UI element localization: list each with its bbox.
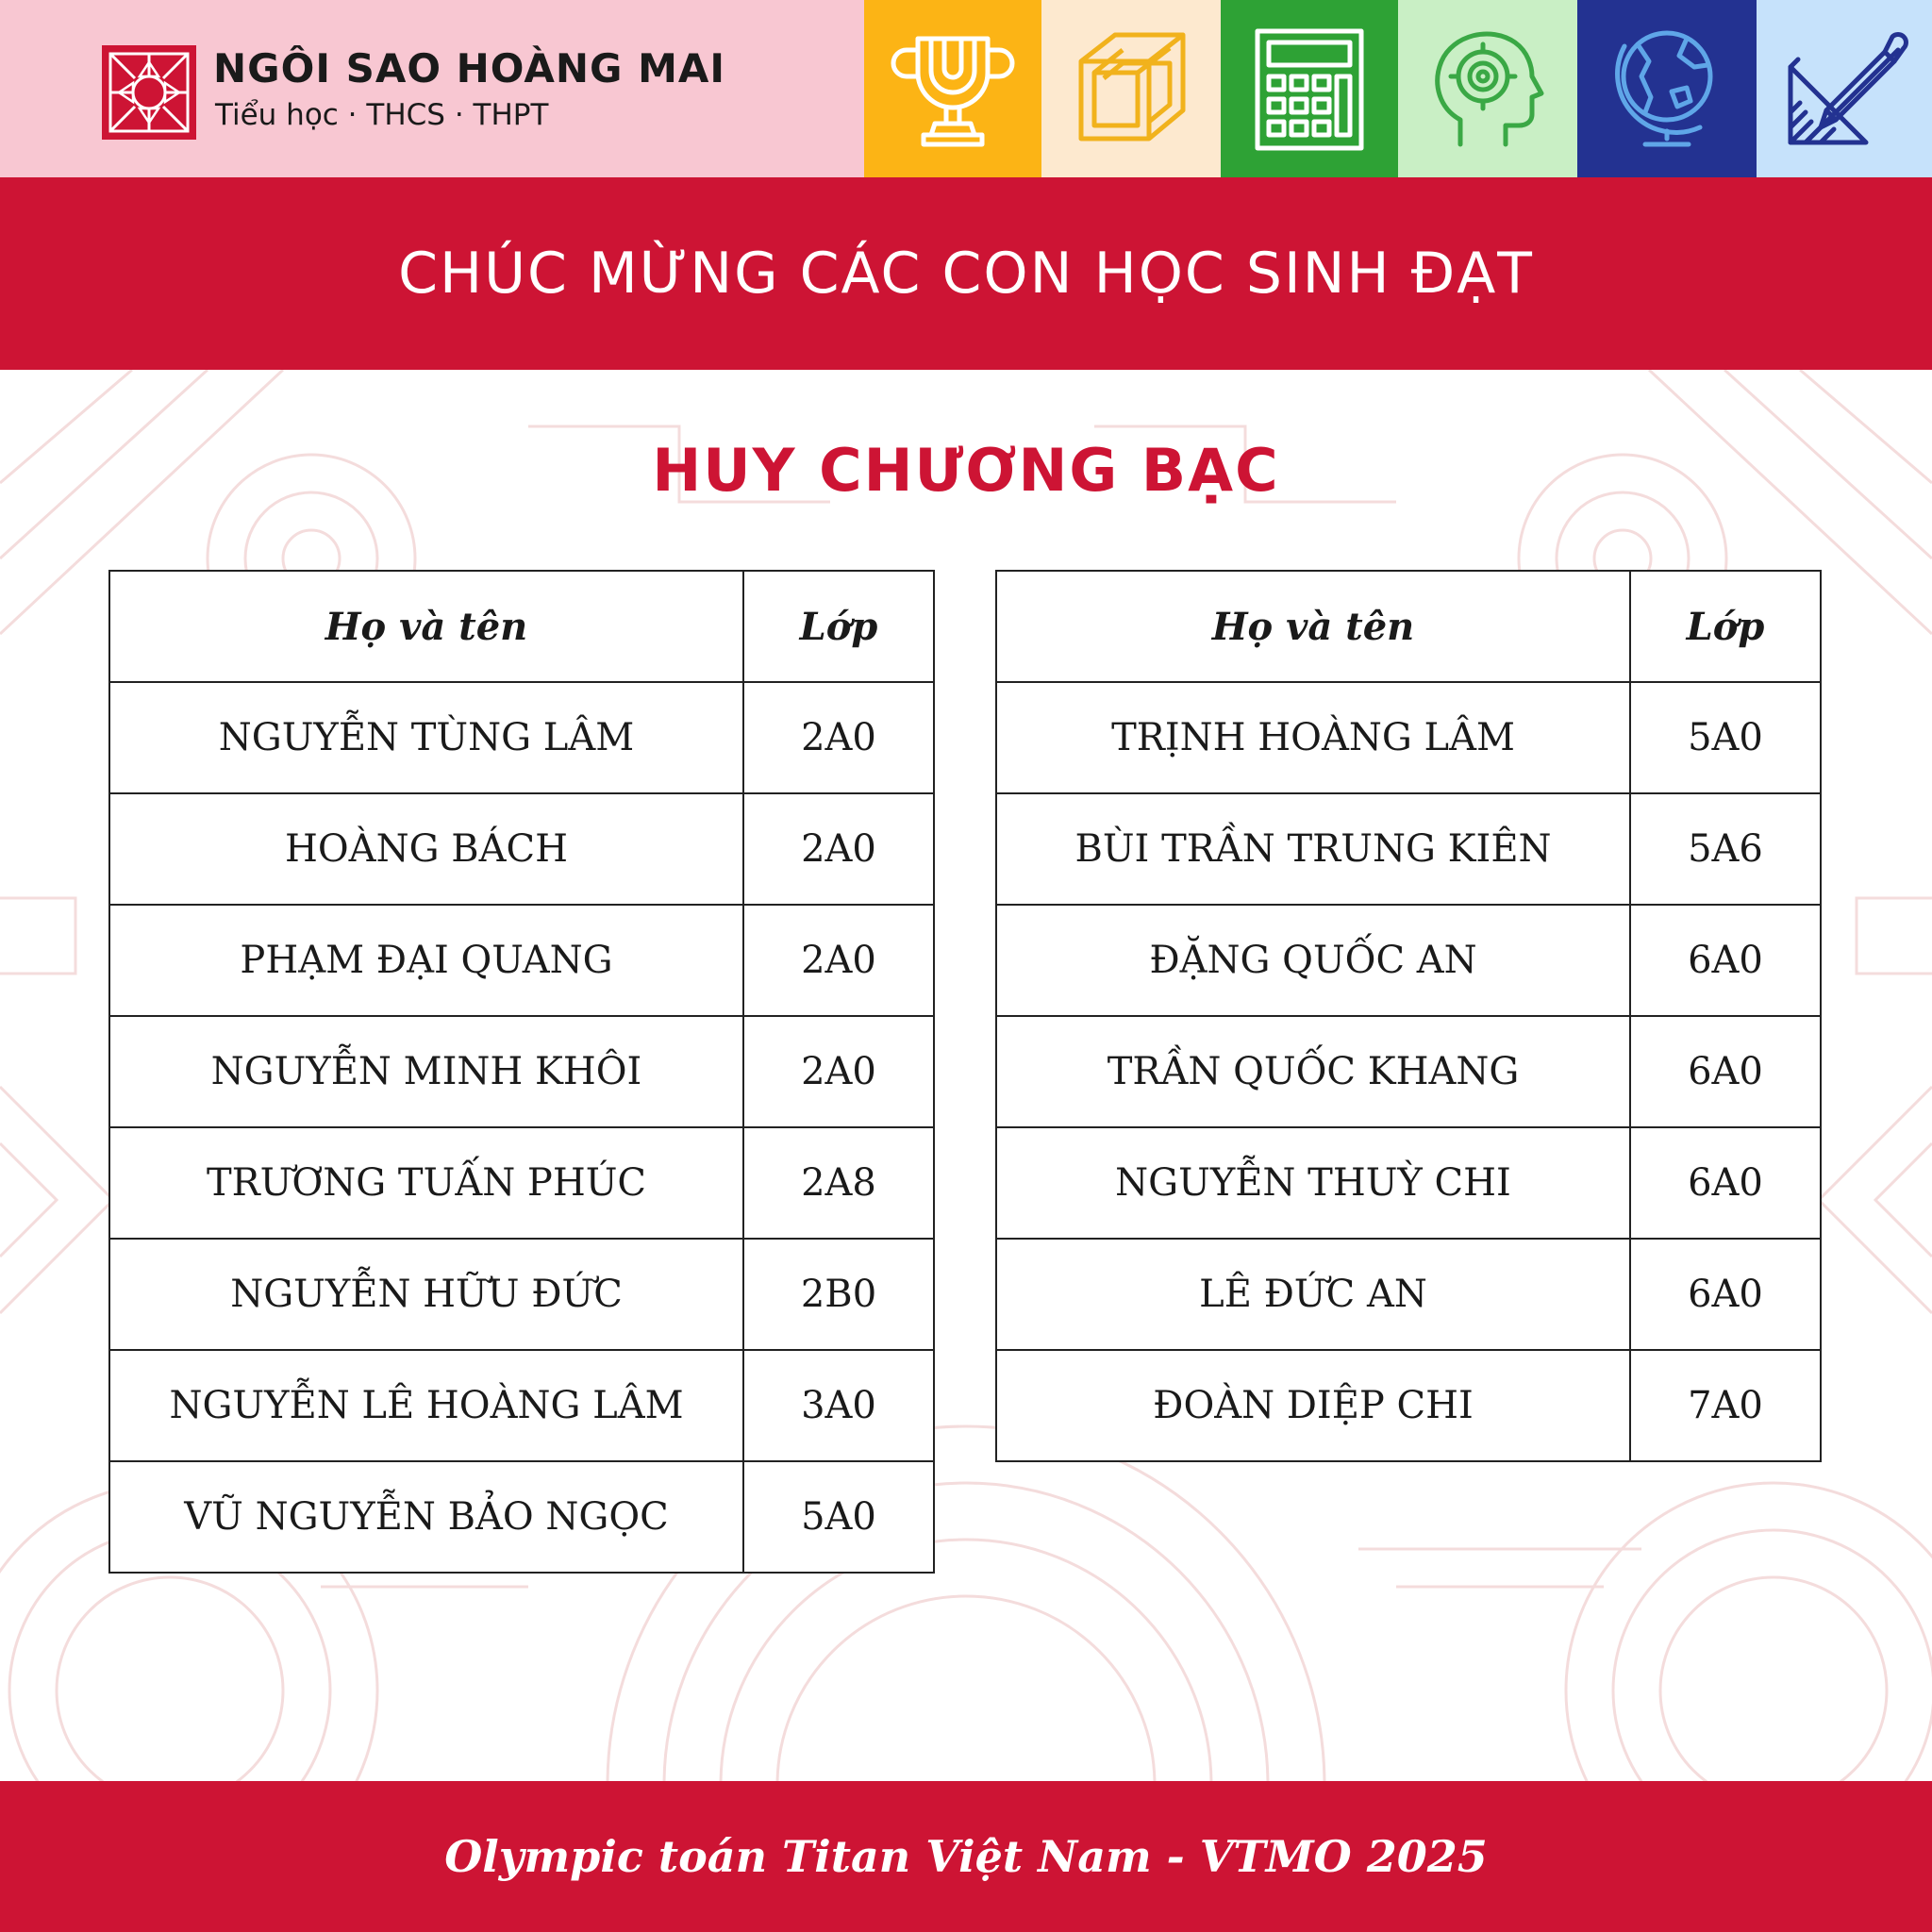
student-name: ĐẶNG QUỐC AN: [996, 905, 1630, 1016]
brand-subtitle: Tiểu học · THCS · THPT: [215, 98, 549, 132]
table-header-row: [109, 571, 934, 682]
tile-calculator: [1221, 0, 1398, 177]
table-row: [109, 1239, 934, 1350]
calculator-icon: [1239, 18, 1380, 159]
student-class: 3A0: [743, 1350, 934, 1461]
student-class: 5A0: [743, 1461, 934, 1573]
column-header-class: Lớp: [1630, 571, 1821, 682]
award-title: HUY CHƯƠNG BẠC: [652, 436, 1280, 505]
student-class: 5A0: [1630, 682, 1821, 793]
student-name: NGUYỄN TÙNG LÂM: [109, 682, 743, 793]
table-row: [109, 682, 934, 793]
student-class: 6A0: [1630, 1127, 1821, 1239]
student-name: TRỊNH HOÀNG LÂM: [996, 682, 1630, 793]
tile-trophy: [864, 0, 1041, 177]
student-name: PHẠM ĐẠI QUANG: [109, 905, 743, 1016]
table-row: [996, 682, 1821, 793]
student-name: TRƯƠNG TUẤN PHÚC: [109, 1127, 743, 1239]
head-gear-icon: [1417, 18, 1558, 159]
tile-cube: [1041, 0, 1221, 177]
brand-name: NGÔI SAO HOÀNG MAI: [213, 45, 726, 92]
results-table-left: [108, 570, 935, 1574]
student-name: BÙI TRẦN TRUNG KIÊN: [996, 793, 1630, 905]
table-row: [996, 1350, 1821, 1461]
competition-name: Olympic toán Titan Việt Nam - VTMO 2025: [444, 1831, 1488, 1882]
table-row: [109, 1461, 934, 1573]
student-class: 2A0: [743, 905, 934, 1016]
table-row: [109, 905, 934, 1016]
table-row: [996, 1239, 1821, 1350]
table-row: [996, 1016, 1821, 1127]
student-class: 2A0: [743, 793, 934, 905]
tile-globe: [1577, 0, 1757, 177]
trophy-icon: [882, 18, 1024, 159]
brand-block: [0, 0, 864, 177]
results-table-right: [995, 570, 1822, 1462]
student-name: VŨ NGUYỄN BẢO NGỌC: [109, 1461, 743, 1573]
column-header-name: Họ và tên: [109, 571, 743, 682]
cube-icon: [1060, 18, 1202, 159]
student-class: 6A0: [1630, 1239, 1821, 1350]
tile-head-gear: [1398, 0, 1577, 177]
table-row: [996, 793, 1821, 905]
student-name: HOÀNG BÁCH: [109, 793, 743, 905]
tile-ruler-pencil: [1757, 0, 1932, 177]
student-class: 2A0: [743, 682, 934, 793]
school-logo-icon: [102, 45, 196, 140]
table-row: [109, 1127, 934, 1239]
table-row: [996, 905, 1821, 1016]
student-name: NGUYỄN HỮU ĐỨC: [109, 1239, 743, 1350]
student-name: NGUYỄN THUỲ CHI: [996, 1127, 1630, 1239]
footer-banner: [0, 1781, 1932, 1932]
student-class: 2B0: [743, 1239, 934, 1350]
banner-text: CHÚC MỪNG CÁC CON HỌC SINH ĐẠT: [398, 241, 1534, 307]
student-name: ĐOÀN DIỆP CHI: [996, 1350, 1630, 1461]
student-class: 6A0: [1630, 905, 1821, 1016]
ruler-pencil-icon: [1774, 18, 1915, 159]
table-row: [996, 1127, 1821, 1239]
column-header-class: Lớp: [743, 571, 934, 682]
student-name: LÊ ĐỨC AN: [996, 1239, 1630, 1350]
globe-icon: [1596, 18, 1738, 159]
column-header-name: Họ và tên: [996, 571, 1630, 682]
table-row: [109, 1016, 934, 1127]
student-class: 5A6: [1630, 793, 1821, 905]
student-name: NGUYỄN MINH KHÔI: [109, 1016, 743, 1127]
table-row: [109, 793, 934, 905]
header: [0, 0, 1932, 177]
student-name: TRẦN QUỐC KHANG: [996, 1016, 1630, 1127]
table-row: [109, 1350, 934, 1461]
student-class: 6A0: [1630, 1016, 1821, 1127]
student-class: 2A0: [743, 1016, 934, 1127]
student-class: 7A0: [1630, 1350, 1821, 1461]
student-class: 2A8: [743, 1127, 934, 1239]
table-header-row: [996, 571, 1821, 682]
student-name: NGUYỄN LÊ HOÀNG LÂM: [109, 1350, 743, 1461]
congratulations-banner: [0, 177, 1932, 370]
